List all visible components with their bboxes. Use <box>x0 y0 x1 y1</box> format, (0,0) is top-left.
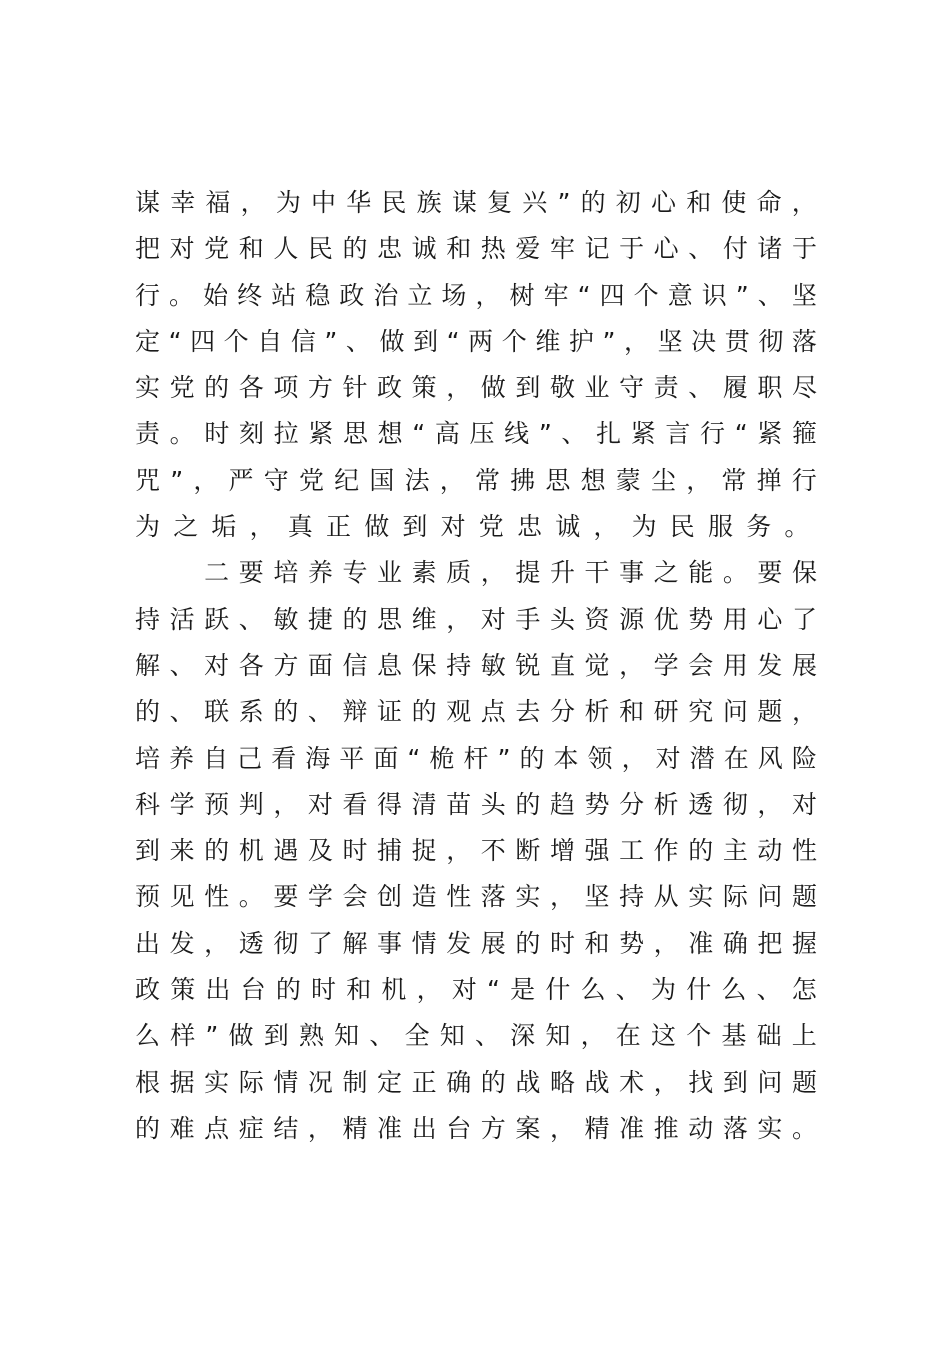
text-line: 为之垢，真正做到对党忠诚，为民服务。 <box>135 512 823 542</box>
text-line: 定 “ 四 个 自 信 ” 、 做 到 “ 两 个 维 护 ” ， 坚 决 贯 彻 落 <box>135 326 817 356</box>
text-line: 科 学 预 判 ， 对 看 得 清 苗 头 的 趋 势 分 析 透 彻 ， 对 <box>135 789 817 819</box>
text-line: 把 对 党 和 人 民 的 忠 诚 和 热 爱 牢 记 于 心 、 付 诸 于 <box>135 234 817 264</box>
text-line: 咒 ” ， 严 守 党 纪 国 法 ， 常 拂 思 想 蒙 尘 ， 常 掸 行 <box>135 465 817 495</box>
text-line: 根 据 实 际 情 况 制 定 正 确 的 战 略 战 术 ， 找 到 问 题 <box>135 1067 817 1097</box>
text-line: 的 、 联 系 的 、 辩 证 的 观 点 去 分 析 和 研 究 问 题 ， <box>135 697 817 727</box>
text-line: 责 。 时 刻 拉 紧 思 想 “ 高 压 线 ” 、 扎 紧 言 行 “ 紧 箍 <box>135 419 817 449</box>
text-line: 到 来 的 机 遇 及 时 捕 捉 ， 不 断 增 强 工 作 的 主 动 性 <box>135 836 817 866</box>
text-line: 出 发 ， 透 彻 了 解 事 情 发 展 的 时 和 势 ， 准 确 把 握 <box>135 928 817 958</box>
text-line: 解 、 对 各 方 面 信 息 保 持 敏 锐 直 觉 ， 学 会 用 发 展 <box>135 650 817 680</box>
text-line: 二 要 培 养 专 业 素 质 ， 提 升 干 事 之 能 。 要 保 <box>204 558 817 588</box>
text-line: 谋 幸 福 ， 为 中 华 民 族 谋 复 兴 ” 的 初 心 和 使 命 ， <box>135 188 817 217</box>
text-line: 政 策 出 台 的 时 和 机 ， 对 “ 是 什 么 、 为 什 么 、 怎 <box>135 975 817 1005</box>
text-line: 培 养 自 己 看 海 平 面 “ 桅 杆 ” 的 本 领 ， 对 潜 在 风 险 <box>135 743 817 773</box>
text-line: 行 。 始 终 站 稳 政 治 立 场 ， 树 牢 “ 四 个 意 识 ” 、 坚 <box>135 280 817 310</box>
text-line: 实 党 的 各 项 方 针 政 策 ， 做 到 敬 业 守 责 、 履 职 尽 <box>135 373 817 403</box>
text-line: 持 活 跃 、 敏 捷 的 思 维 ， 对 手 头 资 源 优 势 用 心 了 <box>135 604 817 634</box>
text-line: 预 见 性 。 要 学 会 创 造 性 落 实 ， 坚 持 从 实 际 问 题 <box>135 882 817 912</box>
text-line: 么 样 ” 做 到 熟 知 、 全 知 、 深 知 ， 在 这 个 基 础 上 <box>135 1021 817 1051</box>
body-text <box>135 180 823 1152</box>
text-line: 的 难 点 症 结 ， 精 准 出 台 方 案 ， 精 准 推 动 落 实 。 <box>135 1113 817 1143</box>
